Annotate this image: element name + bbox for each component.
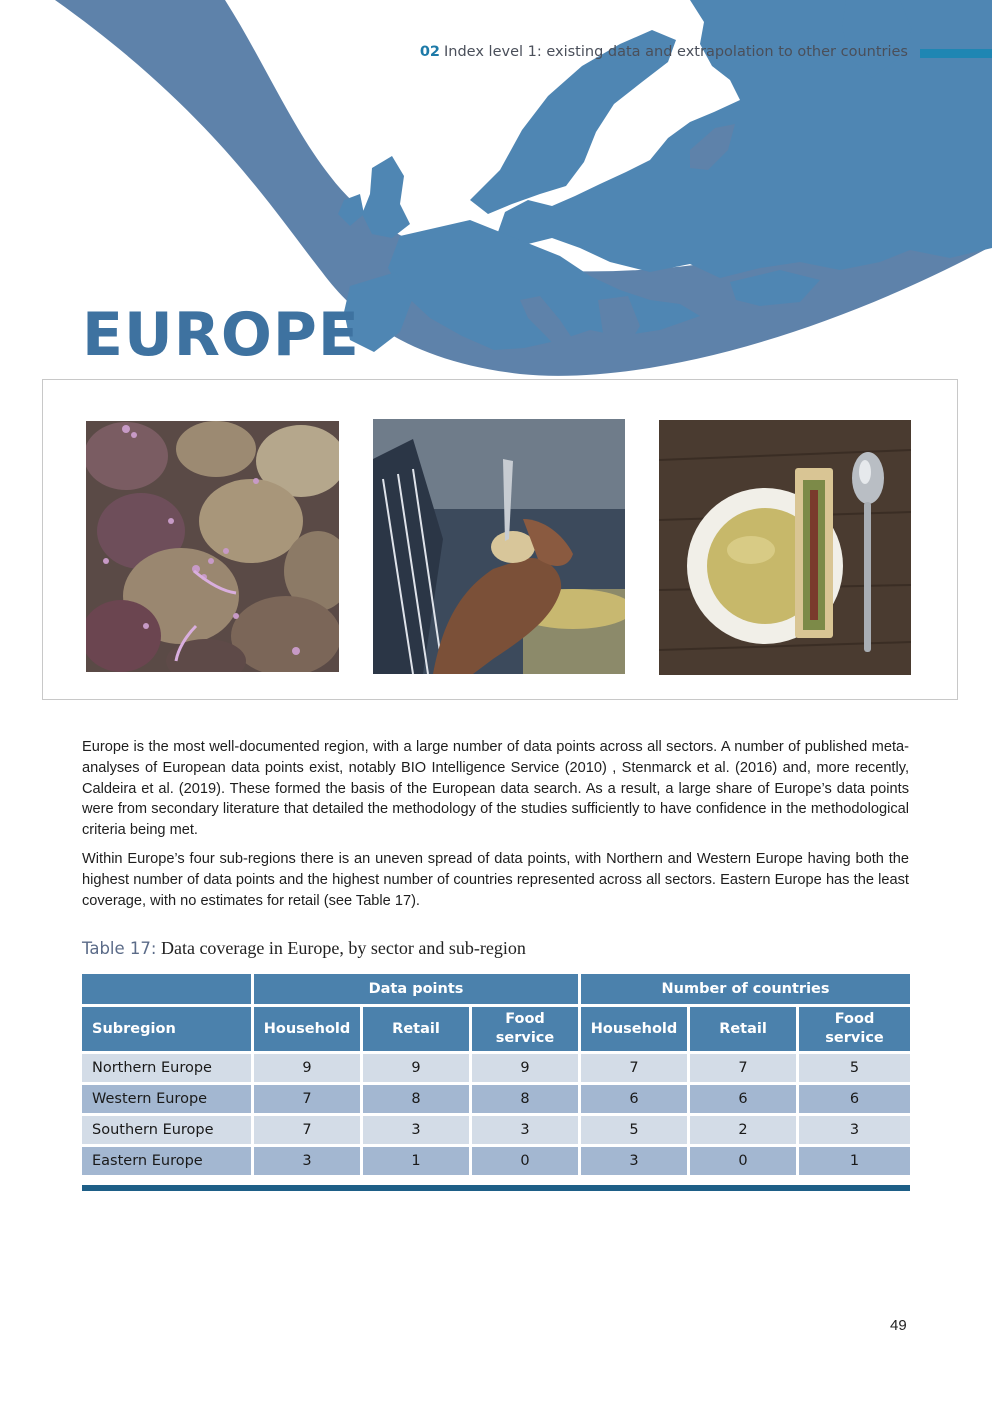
table-cell: 9 [472, 1054, 581, 1085]
section-number: 02 [419, 44, 441, 60]
table-cell: 9 [363, 1054, 472, 1085]
header-accent-bar [920, 49, 992, 58]
table-cell: 9 [254, 1054, 363, 1085]
body-text [82, 737, 909, 919]
col-header-subregion: Subregion [82, 1007, 254, 1054]
table-cell: 2 [690, 1116, 799, 1147]
table-cell: 8 [472, 1085, 581, 1116]
table-cell: 6 [581, 1085, 690, 1116]
table-cell: 7 [254, 1116, 363, 1147]
photo-soup-bowl [659, 420, 911, 675]
table-cell: 1 [363, 1147, 472, 1178]
table-row [82, 1085, 910, 1116]
table-column-header-row [82, 1007, 910, 1054]
col-header-household: Household [581, 1007, 690, 1054]
table-cell: 3 [799, 1116, 910, 1147]
page-number: 49 [890, 1317, 907, 1334]
table-cell: 5 [799, 1054, 910, 1085]
cell-subregion: Northern Europe [82, 1054, 254, 1085]
table-cell: 6 [799, 1085, 910, 1116]
paragraph-1: Europe is the most well-documented region, with a large number of data points across all sectors. A number of published meta-analyses of European data points exist, notably BIO Intelligence Service (2010) , Stenmarck et al. (2016) and, more recently, Caldeira et al. (2019). These formed the basis of the European data search. As a result, a large share of Europe’s data points were from secondary literature that detailed the methodology of the studies sufficiently to have confidence in the methodological criteria being met. [82, 739, 909, 839]
page-title: EUROPE [82, 300, 360, 370]
table-cell: 0 [690, 1147, 799, 1178]
section-title: Index level 1: existing data and extrapolation to other countries [444, 44, 908, 60]
table-cell: 7 [690, 1054, 799, 1085]
table-cell: 3 [254, 1147, 363, 1178]
table-cell: 7 [581, 1054, 690, 1085]
table-group-header-row [82, 974, 910, 1007]
table-row [82, 1147, 910, 1178]
group-header-empty [82, 974, 254, 1007]
table-bottom-rule [82, 1185, 910, 1191]
table-cell: 3 [363, 1116, 472, 1147]
cell-subregion: Eastern Europe [82, 1147, 254, 1178]
table-caption-text: Data coverage in Europe, by sector and sub-region [160, 938, 526, 958]
col-header-retail: Retail [690, 1007, 799, 1054]
table-cell: 6 [690, 1085, 799, 1116]
table-row [82, 1054, 910, 1085]
table-cell: 8 [363, 1085, 472, 1116]
table-caption [82, 938, 526, 959]
table-cell: 3 [472, 1116, 581, 1147]
section-header [420, 44, 908, 60]
group-header-data-points: Data points [254, 974, 581, 1007]
table-caption-label: Table 17: [82, 939, 157, 958]
col-header-retail: Retail [363, 1007, 472, 1054]
col-header-food-service: Food service [472, 1007, 581, 1054]
col-header-food-service: Food service [799, 1007, 910, 1054]
group-header-number-of-countries: Number of countries [581, 974, 910, 1007]
photo-strip [42, 379, 958, 700]
table-cell: 0 [472, 1147, 581, 1178]
table-cell: 1 [799, 1147, 910, 1178]
photo-peeling-potato [373, 419, 625, 674]
col-header-household: Household [254, 1007, 363, 1054]
table-cell: 3 [581, 1147, 690, 1178]
photo-sprouting-potatoes [86, 421, 339, 672]
data-coverage-table [82, 974, 910, 1178]
table-row [82, 1116, 910, 1147]
cell-subregion: Southern Europe [82, 1116, 254, 1147]
table-cell: 7 [254, 1085, 363, 1116]
cell-subregion: Western Europe [82, 1085, 254, 1116]
table-cell: 5 [581, 1116, 690, 1147]
paragraph-2: Within Europe’s four sub-regions there is an uneven spread of data points, with Northern and Western Europe having both the highest number of data points and the highest number of countries represented across all sectors. Eastern Europe has the least coverage, with no estimates for retail (see Table 17). [82, 850, 909, 909]
